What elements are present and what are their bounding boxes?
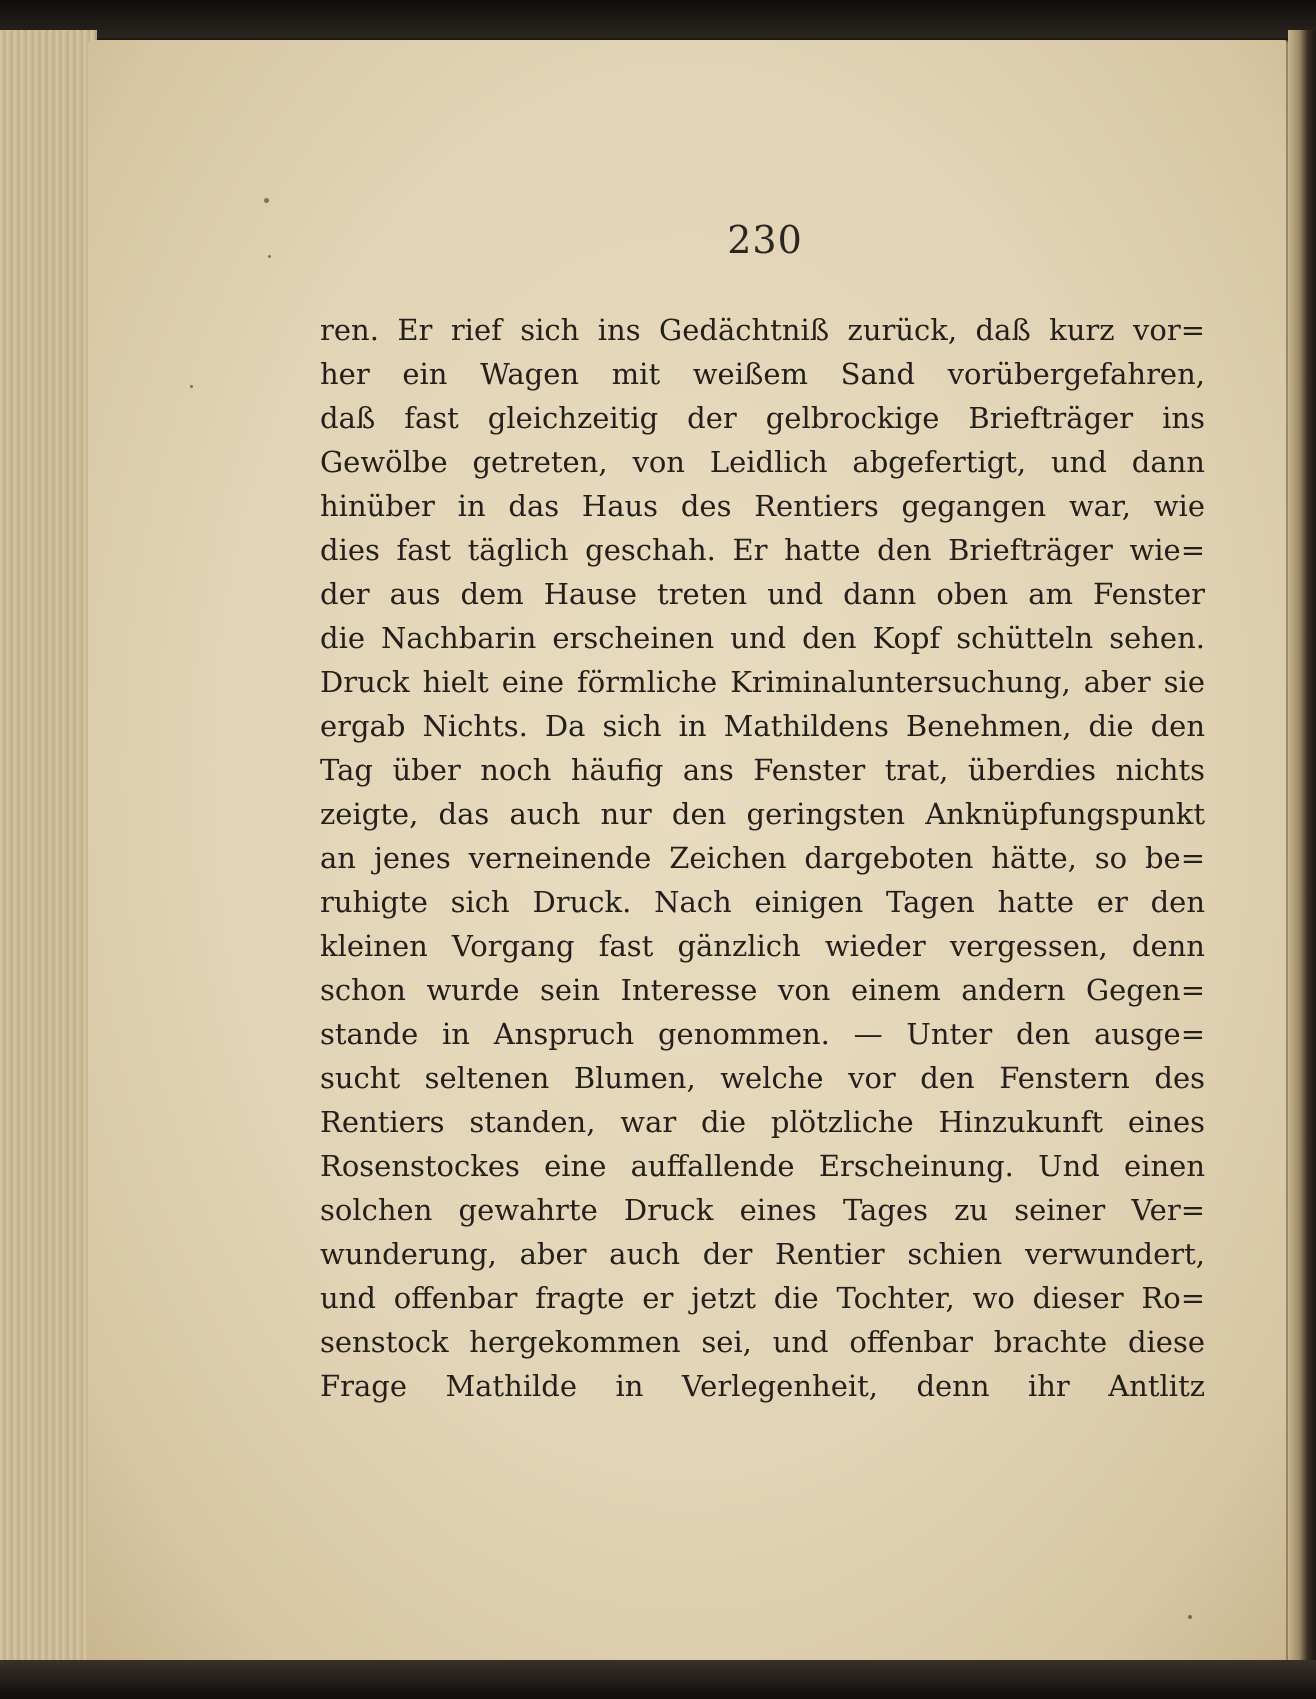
text-line: senstock hergekommen sei, und offenbar brachte diese: [320, 1325, 1205, 1359]
text-line: wunderung, aber auch der Rentier schien verwundert,: [320, 1237, 1205, 1271]
page-number: 230: [727, 218, 803, 262]
text-line: dies fast täglich geschah. Er hatte den Briefträger wie=: [320, 533, 1205, 567]
text-line: hinüber in das Haus des Rentiers gegangen war, wie: [320, 489, 1205, 523]
text-line: und offenbar fragte er jetzt die Tochter, wo dieser Ro=: [320, 1281, 1205, 1315]
paper-speck: [1188, 1615, 1192, 1619]
text-line: schon wurde sein Interesse von einem andern Gegen=: [320, 973, 1205, 1007]
text-line: solchen gewahrte Druck eines Tages zu seiner Ver=: [320, 1193, 1205, 1227]
book-top-edge: [0, 0, 1316, 38]
text-line: ruhigte sich Druck. Nach einigen Tagen hatte er den: [320, 885, 1205, 919]
text-line: kleinen Vorgang fast gänzlich wieder vergessen, denn: [320, 929, 1205, 963]
text-line: ren. Er rief sich ins Gedächtniß zurück, daß kurz vor=: [320, 313, 1205, 347]
text-line: der aus dem Hause treten und dann oben am Fenster: [320, 577, 1205, 611]
text-line: Rentiers standen, war die plötzliche Hinzukunft eines: [320, 1105, 1205, 1139]
text-line: Rosenstockes eine auffallende Erscheinung. Und einen: [320, 1149, 1205, 1183]
book-bottom-edge: [0, 1660, 1316, 1699]
text-line: die Nachbarin erscheinen und den Kopf schütteln sehen.: [320, 621, 1205, 655]
text-line: stande in Anspruch genommen. — Unter den ausge=: [320, 1017, 1205, 1051]
text-line: Gewölbe getreten, von Leidlich abgefertigt, und dann: [320, 445, 1205, 479]
text-line: daß fast gleichzeitig der gelbrockige Briefträger ins: [320, 401, 1205, 435]
text-line: an jenes verneinende Zeichen dargeboten hätte, so be=: [320, 841, 1205, 875]
paper-speck: [190, 385, 193, 388]
text-line: Frage Mathilde in Verlegenheit, denn ihr Antlitz: [320, 1369, 1205, 1403]
text-line: Tag über noch häufig ans Fenster trat, überdies nichts: [320, 753, 1205, 787]
body-text: [320, 308, 1205, 1408]
paper-speck: [264, 198, 269, 203]
text-line: sucht seltenen Blumen, welche vor den Fenstern des: [320, 1061, 1205, 1095]
text-line: Druck hielt eine förmliche Kriminaluntersuchung, aber sie: [320, 665, 1205, 699]
text-line: ergab Nichts. Da sich in Mathildens Benehmen, die den: [320, 709, 1205, 743]
page-stack-edge: [0, 30, 97, 1670]
text-line: zeigte, das auch nur den geringsten Anknüpfungspunkt: [320, 797, 1205, 831]
text-line: her ein Wagen mit weißem Sand vorübergefahren,: [320, 357, 1205, 391]
book-right-edge: [1288, 30, 1316, 1670]
